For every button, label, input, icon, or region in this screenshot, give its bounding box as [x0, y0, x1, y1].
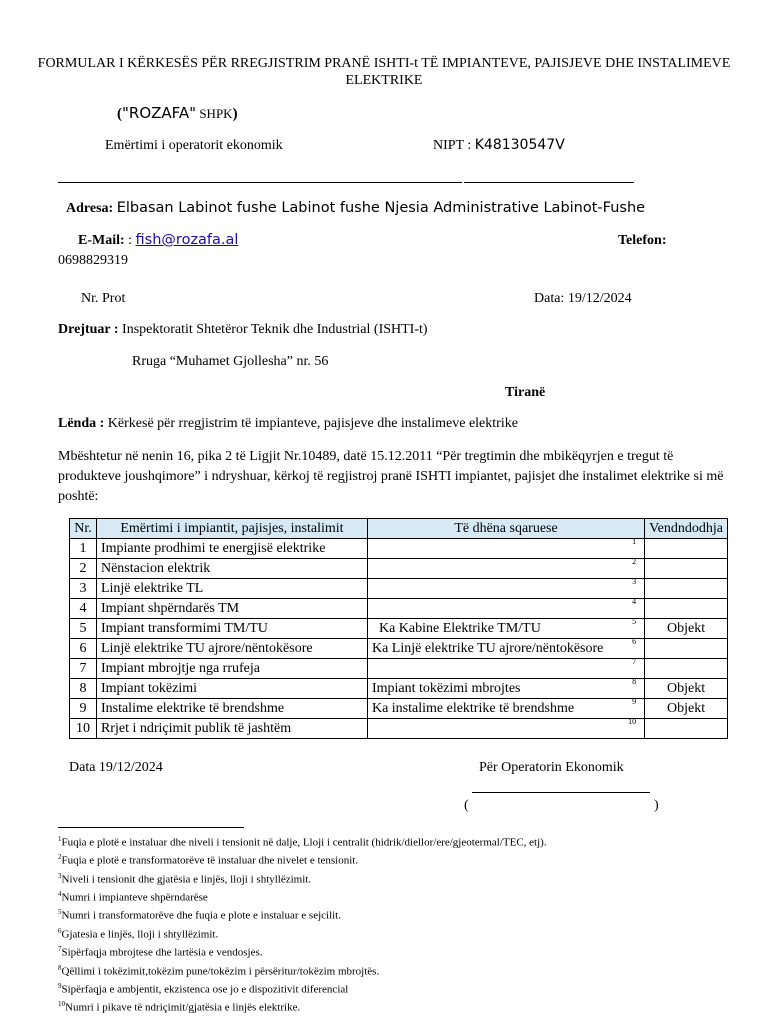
row-number: 8	[70, 679, 97, 699]
table-row	[70, 719, 728, 739]
row-name: Impiant shpërndarës TM	[96, 599, 367, 619]
row-name: Impiante prodhimi te energjisë elektrike	[96, 539, 367, 559]
row-location: Objekt	[645, 679, 728, 699]
row-info	[367, 579, 644, 599]
footnote-number: 7	[58, 945, 62, 954]
row-location	[645, 599, 728, 619]
footnote-item	[58, 942, 547, 960]
row-name: Nënstacion elektrik	[96, 559, 367, 579]
intro-paragraph: Mbështetur në nenin 16, pika 2 të Ligjit Nr.10489, datë 15.12.2011 “Për tregtimin dhe mbikëqyrjen e tregut të produkteve joushqimore” i ndryshuar, kërkoj të regjistroj pranë ISHTI impiantet, pajisjet dhe instalimet elektrike si më poshtë:	[58, 449, 724, 504]
prot-label: Nr. Prot	[81, 291, 126, 306]
row-number: 4	[70, 599, 97, 619]
row-number: 7	[70, 659, 97, 679]
footnote-text: Sipërfaqja mbrojtese dhe lartësia e vendosjes.	[61, 946, 263, 959]
footnote-number: 3	[58, 871, 62, 880]
row-location	[645, 719, 728, 739]
row-name: Impiant tokëzimi	[96, 679, 367, 699]
footnote-text: Numri i pikave të ndriçimit/gjatësia e linjës elektrike.	[65, 1001, 301, 1014]
footnote-text: Sipërfaqja e ambjentit, ekzistenca ose jo e dispozitivit diferencial	[61, 983, 349, 996]
table-row	[70, 579, 728, 599]
footnote-number: 9	[58, 981, 62, 990]
form-title: FORMULAR I KËRKESËS PËR RREGJISTRIM PRANË ISHTI-t TË IMPIANTEVE, PAJISJEVE DHE INSTALIMEVE ELEKTRIKE	[37, 56, 731, 88]
row-number: 1	[70, 539, 97, 559]
footnote-item	[58, 832, 547, 850]
footnote-ref: 5	[632, 617, 637, 626]
city: Tiranë	[505, 385, 546, 400]
row-location	[645, 559, 728, 579]
row-info	[367, 679, 644, 699]
table-row	[70, 679, 728, 699]
footnote-item	[58, 850, 547, 868]
sign-date: Data 19/12/2024	[69, 760, 163, 775]
registration-table	[69, 518, 728, 739]
row-info	[367, 659, 644, 679]
row-name: Rrjet i ndriçimit publik të jashtëm	[96, 719, 367, 739]
sign-paren-open: (	[464, 798, 469, 813]
email-link[interactable]: fish@rozafa.al	[135, 232, 239, 248]
nipt-underline	[464, 182, 634, 183]
row-number: 9	[70, 699, 97, 719]
footnote-item	[58, 961, 547, 979]
footnote-item	[58, 979, 547, 997]
footnote-number: 1	[58, 835, 62, 843]
phone-value: 0698829319	[58, 253, 128, 268]
row-info	[367, 539, 644, 559]
header-location: Vendndodhja	[645, 519, 728, 539]
row-name: Instalime elektrike të brendshme	[96, 699, 367, 719]
footnote-text: Numri i transformatorëve dhe fuqia e plote e instaluar e sejcilit.	[61, 910, 341, 923]
row-info	[367, 559, 644, 579]
row-location: Objekt	[645, 619, 728, 639]
row-location: Objekt	[645, 699, 728, 719]
row-info	[367, 599, 644, 619]
footnote-separator	[58, 827, 244, 828]
header-info: Të dhëna sqaruese	[367, 519, 644, 539]
table-row	[70, 659, 728, 679]
street: Rruga “Muhamet Gjollesha” nr. 56	[132, 354, 329, 369]
footnote-ref: 9	[632, 697, 637, 706]
sign-paren-close: )	[654, 798, 659, 813]
row-number: 6	[70, 639, 97, 659]
footnote-item	[58, 887, 547, 905]
footnote-item	[58, 905, 547, 923]
footnote-item	[58, 869, 547, 887]
footnote-text: Gjatesia e linjës, lloji i shtyllëzimit.	[61, 928, 219, 941]
row-number: 3	[70, 579, 97, 599]
signature-line	[472, 792, 650, 793]
table-row	[70, 699, 728, 719]
row-name: Linjë elektrike TL	[96, 579, 367, 599]
footnote-item	[58, 997, 547, 1015]
footnote-ref: 7	[632, 657, 637, 666]
row-info-text: Impiant tokëzimi mbrojtes	[371, 681, 521, 696]
footnote-number: 5	[58, 908, 62, 917]
table-row	[70, 559, 728, 579]
footnote-text: Numri i impianteve shpërndarëse	[61, 891, 208, 904]
operator-underline	[58, 182, 462, 183]
row-info	[367, 699, 644, 719]
footnote-text: Qëllimi i tokëzimit,tokëzim pune/tokëzim i përsëritur/tokëzim mbrojtës.	[61, 965, 380, 978]
subject: Lënda : Kërkesë për rregjistrim të impianteve, pajisjeve dhe instalimeve elektrike	[58, 416, 518, 431]
row-location	[645, 579, 728, 599]
footnote-ref: 4	[632, 597, 637, 606]
footnote-text: Niveli i tensionit dhe gjatësia e linjës, lloji i shtyllëzimit.	[61, 873, 312, 886]
header-name: Emërtimi i impiantit, pajisjes, instalimit	[96, 519, 367, 539]
row-info-text: Ka instalime elektrike të brendshme	[371, 701, 575, 716]
table-row	[70, 619, 728, 639]
footnote-number: 10	[58, 1000, 65, 1009]
nipt: NIPT : K48130547V	[433, 137, 565, 153]
table-header-row	[70, 519, 728, 539]
company-name: ("ROZAFA" SHPK)	[117, 104, 238, 122]
row-info	[367, 639, 644, 659]
row-number: 2	[70, 559, 97, 579]
row-info	[367, 719, 644, 739]
date-label: Data: 19/12/2024	[534, 291, 632, 306]
row-name: Impiant transformimi TM/TU	[96, 619, 367, 639]
footnote-number: 6	[58, 926, 62, 935]
operator-label: Emërtimi i operatorit ekonomik	[105, 138, 283, 153]
table-row	[70, 539, 728, 559]
sign-label: Për Operatorin Ekonomik	[479, 760, 624, 775]
footnote-ref: 1	[632, 537, 637, 546]
footnotes	[58, 832, 547, 1016]
footnote-item	[58, 924, 547, 942]
row-location	[645, 659, 728, 679]
row-info	[367, 619, 644, 639]
footnote-ref: 10	[628, 717, 637, 726]
row-info-text: Ka Linjë elektrike TU ajrore/nëntokësore	[371, 641, 604, 656]
phone-label: Telefon:	[618, 233, 667, 248]
footnote-text: Fuqia e plotë e transformatorëve të instaluar dhe nivelet e tensionit.	[61, 855, 359, 868]
row-location	[645, 639, 728, 659]
row-name: Linjë elektrike TU ajrore/nëntokësore	[96, 639, 367, 659]
row-number: 5	[70, 619, 97, 639]
footnote-ref: 3	[632, 577, 637, 586]
row-name: Impiant mbrojtje nga rrufeja	[96, 659, 367, 679]
row-location	[645, 539, 728, 559]
footnote-text: Fuqia e plotë e instaluar dhe niveli i tensionit në dalje, Lloji i centralit (hidrik/diellor/ere/gjeotermal/TEC, etj).	[61, 836, 547, 849]
address: Adresa: Elbasan Labinot fushe Labinot fushe Njesia Administrative Labinot-Fushe	[66, 200, 646, 216]
row-info-text: Ka Kabine Elektrike TM/TU	[371, 621, 541, 636]
header-nr: Nr.	[70, 519, 97, 539]
table-row	[70, 599, 728, 619]
table-row	[70, 639, 728, 659]
footnote-number: 8	[58, 963, 62, 972]
footnote-number: 2	[58, 853, 62, 862]
footnote-number: 4	[58, 890, 62, 899]
row-number: 10	[70, 719, 97, 739]
footnote-ref: 6	[632, 637, 637, 646]
footnote-ref: 2	[632, 557, 637, 566]
footnote-ref: 8	[632, 677, 637, 686]
addressed-to: Drejtuar : Inspektoratit Shtetëror Teknik dhe Industrial (ISHTI-t)	[58, 322, 428, 337]
email: E-Mail: : fish@rozafa.al	[78, 232, 239, 248]
